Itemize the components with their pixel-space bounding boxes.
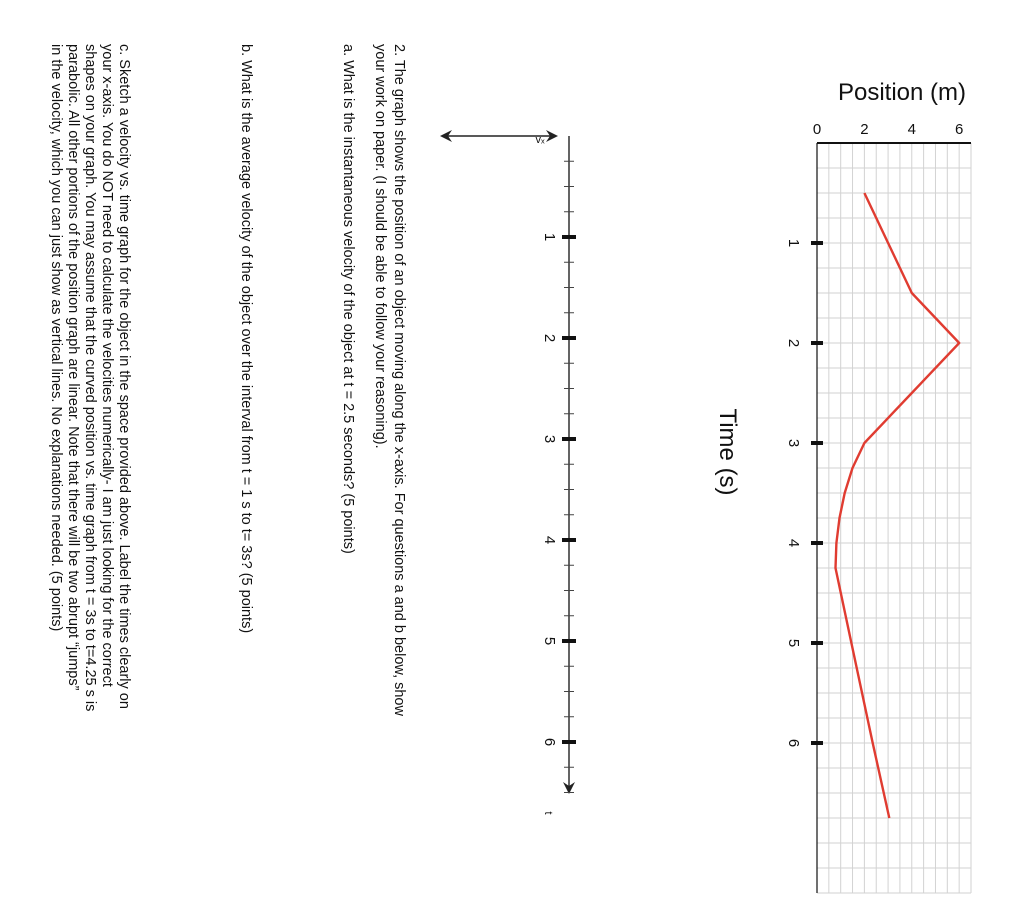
question-c-line-4: parabolic. All other portions of the position graph are linear. Note that there will be two abrupt “jumps” bbox=[65, 44, 81, 691]
question-intro-line-1: 2. The graph shows the position of an object moving along the x-axis. For questions a and b below, show bbox=[391, 44, 407, 716]
question-c-line-3: shapes on your graph. You may assume that the curved position vs. time graph from t = 3s to t=4.25 s is bbox=[82, 44, 98, 712]
question-c-line-2: your x-axis. You do NOT need to calculate the velocities numerically- I am just looking for the correct bbox=[99, 44, 115, 687]
x-axis-title: Time (s) bbox=[714, 408, 741, 496]
sketch-tick-label: 5 bbox=[541, 636, 558, 646]
y-tick-label: 0 bbox=[812, 121, 822, 138]
question-text bbox=[48, 44, 407, 716]
sketch-tick-label: 1 bbox=[541, 232, 558, 242]
y-tick-label: 6 bbox=[954, 121, 964, 138]
x-tick-label: 6 bbox=[785, 738, 802, 748]
sketch-vertical-label: vₓ bbox=[535, 134, 545, 146]
sketch-tick-label: 6 bbox=[541, 737, 558, 747]
question-b: b. What is the average velocity of the object over the interval from t = 1 s to t= 3s? (5 points) bbox=[238, 44, 254, 634]
y-axis-title: Position (m) bbox=[837, 79, 967, 106]
rotated-content bbox=[48, 44, 971, 893]
position-time-chart bbox=[714, 79, 971, 893]
velocity-sketch-axis bbox=[440, 130, 576, 815]
x-tick-label: 1 bbox=[785, 238, 802, 248]
y-tick-label: 2 bbox=[860, 121, 869, 138]
x-tick-label: 4 bbox=[785, 538, 802, 548]
question-a: a. What is the instantaneous velocity of the object at t = 2.5 seconds? (5 points) bbox=[340, 44, 356, 554]
sketch-tick-label: 2 bbox=[541, 333, 558, 343]
x-tick-label: 5 bbox=[785, 638, 802, 648]
sketch-time-label: t bbox=[542, 811, 554, 815]
x-tick-label: 3 bbox=[785, 438, 802, 448]
question-c-line-1: c. Sketch a velocity vs. time graph for the object in the space provided above. Label the times clearly on bbox=[116, 44, 132, 709]
x-tick-label: 2 bbox=[785, 338, 802, 348]
position-curve bbox=[836, 193, 960, 818]
sketch-tick-label: 4 bbox=[541, 535, 558, 545]
chart-series bbox=[836, 193, 960, 818]
question-intro-line-2: your work on paper. (I should be able to follow your reasoning). bbox=[372, 44, 388, 449]
question-c-line-5: in the velocity, which you can just show as vertical lines. No explanations needed. (5 points) bbox=[48, 44, 64, 632]
sketch-tick-label: 3 bbox=[541, 434, 558, 444]
y-tick-label: 4 bbox=[907, 121, 916, 138]
